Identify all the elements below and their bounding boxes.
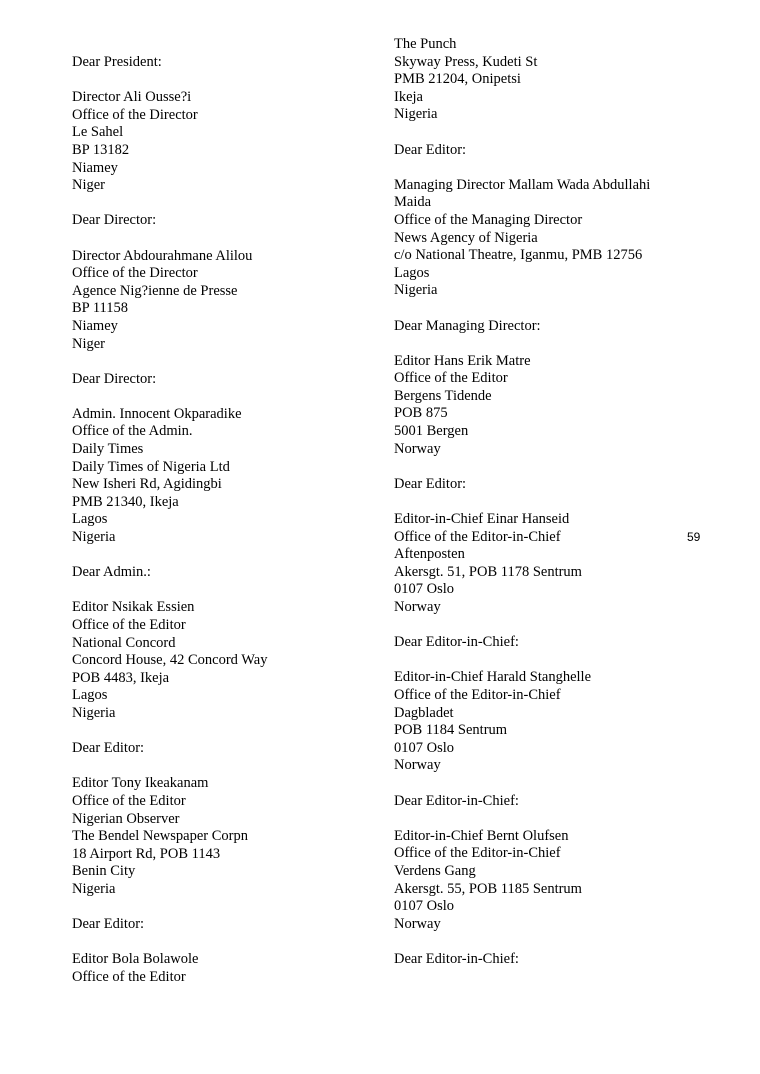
address-line: Verdens Gang	[394, 862, 476, 879]
address-line: Nigerian Observer	[72, 810, 180, 827]
block-spacer	[394, 652, 694, 670]
salutation	[72, 212, 372, 230]
address-line: Editor Tony Ikeakanam	[72, 775, 209, 792]
address-line: POB 1184 Sentrum	[394, 722, 508, 739]
address-line: BP 13182	[72, 141, 130, 158]
salutation	[394, 142, 694, 160]
address-block	[394, 177, 694, 300]
address-line: Office of the Editor-in-Chief	[394, 528, 561, 545]
address-block	[394, 828, 694, 934]
block-spacer	[394, 810, 694, 828]
address-line: New Isheri Rd, Agidingbi	[72, 476, 222, 493]
block-spacer	[394, 300, 694, 318]
address-block	[72, 951, 372, 986]
address-line: Office of the Editor	[72, 617, 186, 633]
salutation	[72, 371, 372, 389]
block-spacer	[72, 899, 372, 917]
right-column	[394, 36, 694, 968]
salutation-text: Dear Editor-in-Chief:	[394, 634, 519, 651]
address-line: The Bendel Newspaper Corpn	[72, 828, 248, 845]
address-line: 0107 Oslo	[394, 898, 455, 915]
address-line: Office of the Director	[72, 265, 198, 282]
address-line: The Punch	[394, 36, 457, 52]
address-line: Norway	[394, 440, 441, 457]
block-spacer	[72, 388, 372, 406]
address-line: Editor-in-Chief Bernt Olufsen	[394, 827, 569, 844]
salutation	[394, 476, 694, 494]
salutation	[72, 916, 372, 934]
address-line: Nigeria	[72, 880, 116, 897]
salutation-text: Dear Editor-in-Chief:	[394, 792, 519, 809]
address-block	[394, 669, 694, 775]
block-spacer	[394, 933, 694, 951]
salutation-text: Dear Editor-in-Chief:	[394, 950, 519, 967]
block-spacer	[72, 547, 372, 565]
address-line: Aftenposten	[394, 546, 465, 563]
address-line: Agence Nig?ienne de Presse	[72, 282, 238, 299]
address-block	[394, 353, 694, 459]
address-line: Editor-in-Chief Harald Stanghelle	[394, 669, 592, 686]
block-spacer	[394, 775, 694, 793]
salutation	[72, 740, 372, 758]
block-spacer	[72, 195, 372, 213]
page-number: 59	[687, 530, 701, 544]
address-line: Office of the Editor-in-Chief	[394, 686, 561, 703]
salutation-text: Dear Director:	[72, 212, 157, 229]
address-line: Ikeja	[394, 88, 423, 105]
address-line: Benin City	[72, 863, 136, 880]
address-line: Daily Times	[72, 441, 144, 458]
salutation	[394, 793, 694, 811]
salutation	[394, 951, 694, 969]
address-line: News Agency of Nigeria	[394, 229, 538, 246]
address-line: Concord House, 42 Concord Way	[72, 652, 268, 669]
address-line: 18 Airport Rd, POB 1143	[72, 845, 221, 862]
salutation	[72, 54, 372, 72]
address-line: Admin. Innocent Okparadike	[72, 405, 242, 422]
left-column	[72, 54, 372, 986]
block-spacer	[394, 458, 694, 476]
salutation-text: Dear Editor:	[72, 916, 145, 933]
block-spacer	[72, 934, 372, 952]
block-spacer	[72, 758, 372, 776]
block-spacer	[394, 124, 694, 142]
block-spacer	[72, 582, 372, 600]
address-line: 5001 Bergen	[394, 423, 469, 440]
salutation	[394, 318, 694, 336]
address-block	[72, 89, 372, 195]
salutation	[72, 564, 372, 582]
salutation-text: Dear Editor:	[394, 141, 467, 158]
address-line: Managing Director Mallam Wada Abdullahi	[394, 176, 651, 193]
block-spacer	[72, 72, 372, 90]
block-spacer	[72, 230, 372, 248]
address-line: Daily Times of Nigeria Ltd	[72, 458, 230, 475]
address-block	[72, 248, 372, 354]
address-line: 0107 Oslo	[394, 739, 455, 756]
address-line: Maida	[394, 194, 432, 211]
address-line: Editor-in-Chief Einar Hanseid	[394, 511, 570, 528]
address-line: Dagbladet	[394, 704, 454, 721]
address-line: Office of the Editor	[394, 370, 508, 387]
address-line: Lagos	[72, 511, 108, 528]
address-block	[72, 599, 372, 722]
address-line: Office of the Editor-in-Chief	[394, 845, 561, 862]
address-line: PMB 21204, Onipetsi	[394, 71, 521, 88]
address-line: Director Abdourahmane Alilou	[72, 247, 253, 264]
block-spacer	[394, 335, 694, 353]
address-line: Akersgt. 55, POB 1185 Sentrum	[394, 880, 582, 897]
address-line: Nigeria	[72, 704, 116, 721]
address-line: Nigeria	[394, 106, 438, 123]
address-line: Niamey	[72, 317, 118, 334]
address-line: Lagos	[394, 264, 430, 281]
address-line: Director Ali Ousse?i	[72, 89, 192, 106]
address-block	[72, 406, 372, 547]
address-block	[394, 511, 694, 617]
block-spacer	[72, 353, 372, 371]
address-line: National Concord	[72, 634, 176, 651]
address-line: Le Sahel	[72, 124, 124, 141]
address-line: Norway	[394, 915, 441, 932]
address-block	[72, 775, 372, 898]
salutation-text: Dear Director:	[72, 370, 157, 387]
address-line: Office of the Director	[72, 106, 198, 123]
address-block	[394, 36, 694, 124]
address-line: PMB 21340, Ikeja	[72, 493, 179, 510]
block-spacer	[394, 617, 694, 635]
salutation-text: Dear President:	[72, 54, 162, 70]
address-line: POB 4483, Ikeja	[72, 669, 170, 686]
address-line: Niger	[72, 177, 106, 194]
address-line: Editor Bola Bolawole	[72, 951, 199, 968]
address-line: Office of the Editor	[72, 968, 186, 985]
address-line: Lagos	[72, 687, 108, 704]
address-line: Office of the Editor	[72, 792, 186, 809]
salutation-text: Dear Editor:	[72, 740, 145, 757]
address-line: Editor Nsikak Essien	[72, 599, 195, 616]
address-line: Nigeria	[72, 529, 116, 546]
block-spacer	[394, 493, 694, 511]
address-line: Office of the Managing Director	[394, 211, 583, 228]
address-line: Nigeria	[394, 282, 438, 299]
address-line: 0107 Oslo	[394, 581, 455, 598]
block-spacer	[394, 159, 694, 177]
address-line: Editor Hans Erik Matre	[394, 352, 531, 369]
address-line: Norway	[394, 757, 441, 774]
address-line: Niamey	[72, 159, 118, 176]
salutation-text: Dear Editor:	[394, 475, 467, 492]
salutation-text: Dear Managing Director:	[394, 317, 541, 334]
address-line: Niger	[72, 335, 106, 352]
salutation	[394, 634, 694, 652]
address-line: Office of the Admin.	[72, 423, 193, 440]
address-line: Norway	[394, 599, 441, 615]
address-line: Bergens Tidende	[394, 387, 492, 404]
block-spacer	[72, 723, 372, 741]
address-line: Skyway Press, Kudeti St	[394, 53, 538, 70]
address-line: BP 11158	[72, 300, 128, 317]
address-line: Akersgt. 51, POB 1178 Sentrum	[394, 563, 582, 580]
address-line: POB 875	[394, 405, 448, 422]
address-line: c/o National Theatre, Iganmu, PMB 12756	[394, 247, 643, 264]
salutation-text: Dear Admin.:	[72, 564, 151, 581]
